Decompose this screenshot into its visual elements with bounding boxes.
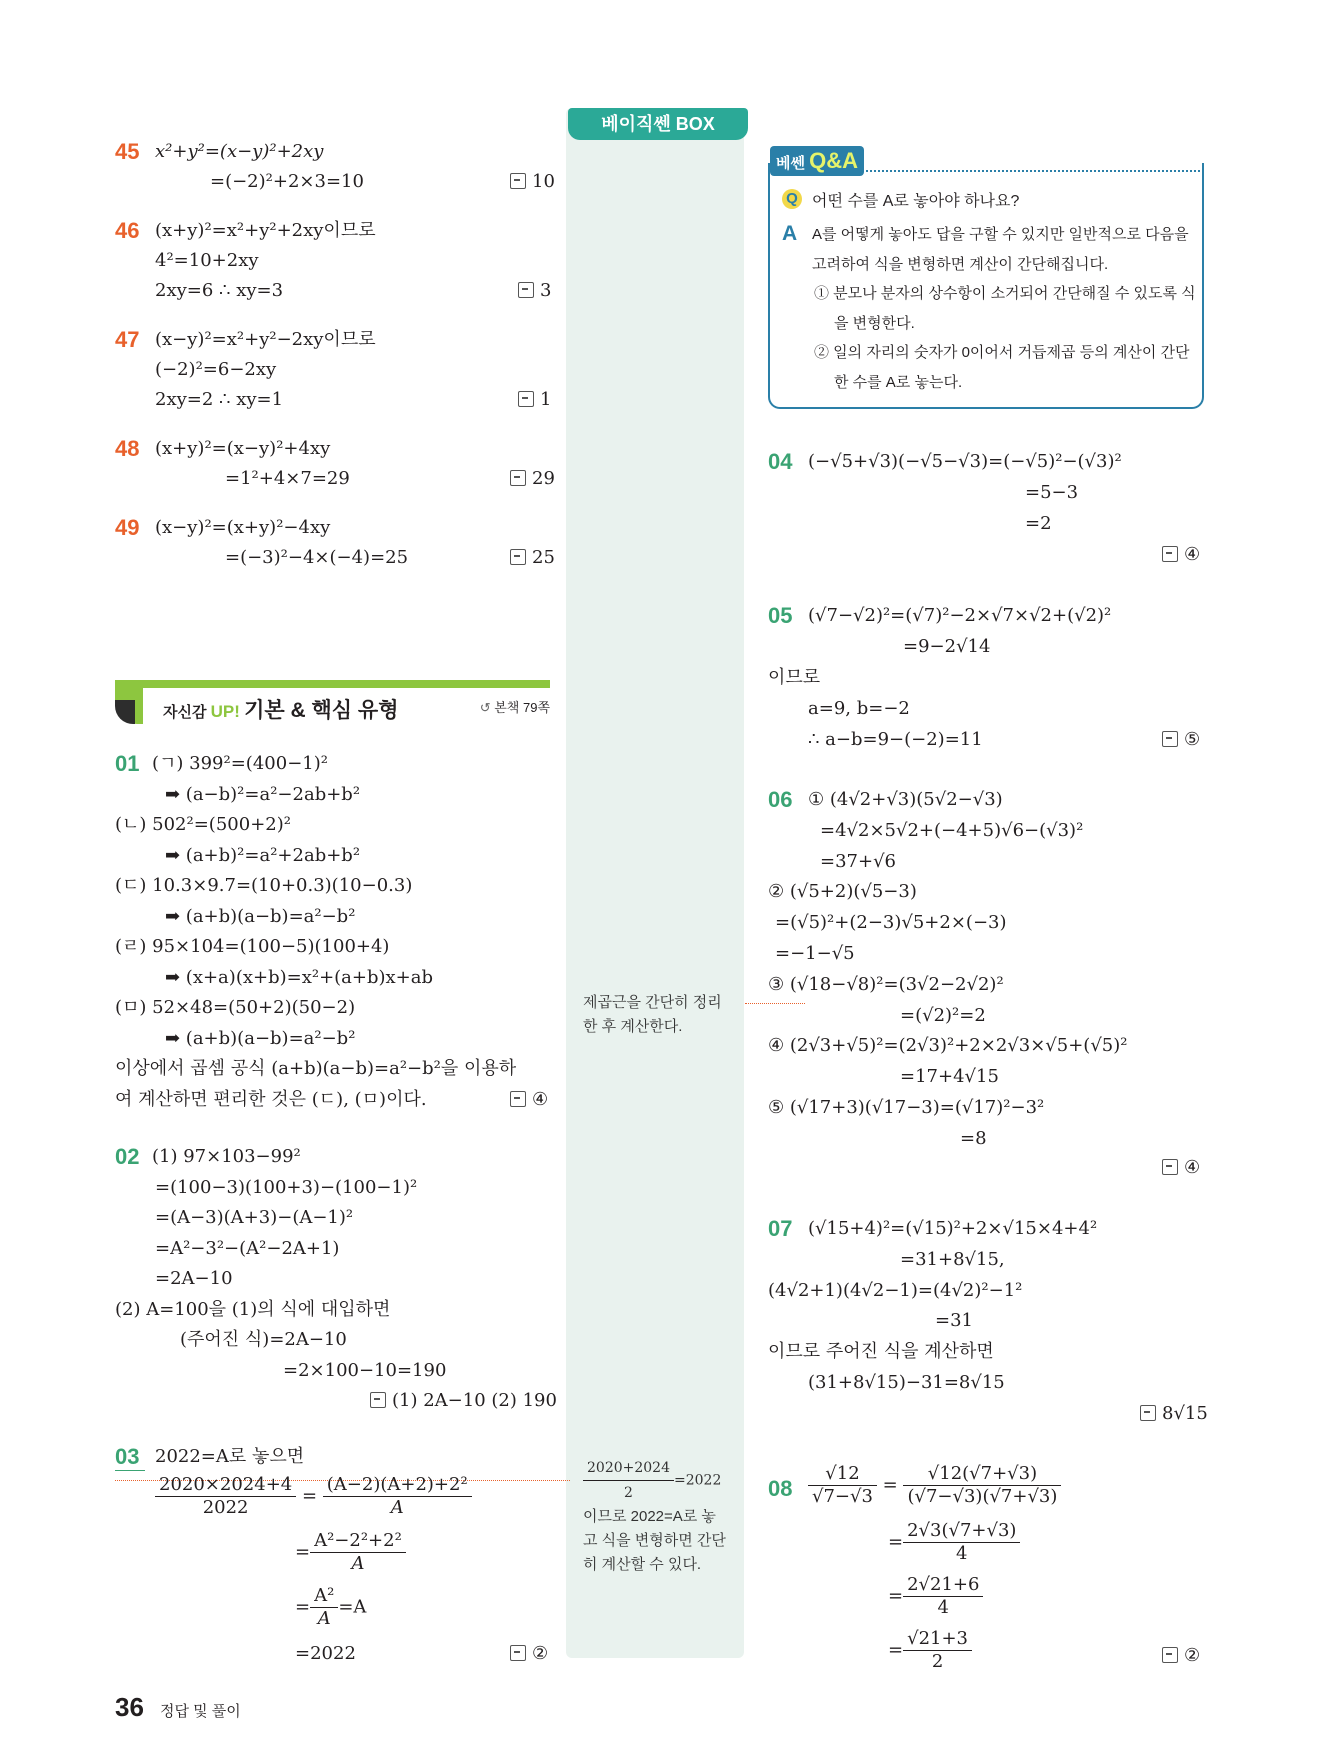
p02-line: (주어진 식)=2A−10 — [180, 1329, 347, 1350]
qa-question: 어떤 수를 A로 놓아야 하나요? — [812, 193, 1020, 210]
problem-number-49: 49 — [115, 515, 140, 540]
p03-frac4-top: A² — [310, 1585, 338, 1608]
section-header — [115, 680, 550, 724]
qa-answer — [812, 220, 1202, 397]
p06-line: =17+4√15 — [900, 1066, 999, 1088]
p01-line: 이상에서 곱셈 공식 (a+b)(a−b)=a²−b²을 이용하 — [115, 1058, 517, 1079]
p03-answer: ② — [510, 1643, 548, 1665]
side-note-2-line2: 고 식을 변형하면 간단 — [583, 1532, 726, 1549]
p01-line: (ㄷ) 10.3×9.7=(10+0.3)(10−0.3) — [115, 875, 413, 896]
p01-line: ➡ (a+b)(a−b)=a²−b² — [165, 1027, 356, 1049]
answer-icon — [510, 549, 526, 565]
p06-line: ① (4√2+√3)(5√2−√3) — [808, 789, 1003, 810]
problem-number-02: 02 — [115, 1144, 140, 1169]
answer-icon — [370, 1392, 386, 1408]
section-header-bar — [115, 680, 550, 688]
answer-icon — [518, 391, 534, 407]
p01-line: (ㄹ) 95×104=(100−5)(100+4) — [115, 936, 390, 957]
p02-answer: (1) 2A−10 (2) 190 — [370, 1390, 557, 1412]
p06-line: =−1−√5 — [775, 943, 855, 964]
problem-number-45: 45 — [115, 139, 140, 164]
p01-answer: ④ — [510, 1089, 548, 1111]
answer-icon — [510, 173, 526, 189]
p47-line1: (x−y)²=x²+y²−2xy이므로 — [155, 329, 376, 350]
p46-line1: (x+y)²=x²+y²+2xy이므로 — [155, 220, 376, 241]
p03-eq3: = $\frac{\text{A²}}{A}$ =A — [295, 1585, 367, 1629]
answer-icon — [1162, 546, 1178, 562]
p07-line: (4√2+1)(4√2−1)=(4√2)²−1² — [768, 1279, 1023, 1301]
a-icon: A — [782, 222, 798, 245]
p08-frac5-top: √21+3 — [903, 1628, 972, 1651]
problem-number-46: 46 — [115, 218, 140, 243]
p47-line2: (−2)²=6−2xy — [155, 359, 277, 380]
answer-icon — [510, 1645, 526, 1661]
side-note-1-line2: 한 후 계산한다. — [583, 1018, 683, 1035]
p01-line: ➡ (a+b)²=a²+2ab+b² — [165, 844, 361, 866]
p49-line1: (x−y)²=(x+y)²−4xy — [155, 517, 331, 538]
section-title-group — [163, 694, 399, 724]
p08-frac1-top: √12 — [808, 1463, 877, 1486]
p08-eq3: = $\frac{2√21+6}{4}$ — [888, 1574, 983, 1619]
side-note-2-line3: 히 계산할 수 있다. — [583, 1556, 702, 1573]
p06-line: =8 — [960, 1127, 987, 1149]
p02-line: =2A−10 — [155, 1268, 233, 1289]
side-note-1-line1: 제곱근을 간단히 정리 — [583, 994, 722, 1011]
p01-line: (ㄴ) 502²=(500+2)² — [115, 814, 291, 835]
p03-frac2-bot: A — [390, 1497, 404, 1518]
side-note-1 — [583, 991, 743, 1039]
p46-line2: 4²=10+2xy — [155, 250, 259, 271]
qa-badge-qa: Q&A — [809, 148, 859, 173]
p03-eq2: = $\frac{\text{A²−2²+2²}}{A}$ — [295, 1530, 406, 1575]
p01-line: (ㄱ) 399²=(400−1)² — [152, 753, 328, 774]
qa-answer-line1: A를 어떻게 놓아도 답을 구할 수 있지만 일반적으로 다음을 — [812, 226, 1189, 243]
answer-icon — [1162, 1159, 1178, 1175]
side-note-2 — [583, 1456, 748, 1577]
problem-number-06: 06 — [768, 787, 793, 812]
p46-line3: 2xy=6 ∴ xy=3 — [155, 280, 284, 301]
answer-icon — [1140, 1405, 1156, 1421]
qa-item1-line1: ① 분모나 분자의 상수항이 소거되어 간단해질 수 있도록 식 — [814, 285, 1196, 302]
p07-line: (31+8√15)−31=8√15 — [808, 1372, 1005, 1393]
p03-frac3-bot: A — [351, 1553, 365, 1574]
p07-line: =31 — [935, 1310, 973, 1332]
p01-line: ➡ (a+b)(a−b)=a²−b² — [165, 905, 356, 927]
p03-eq1: $\frac{2020\times 2024+4}{2022}$ = $\frac{\text{(A−2)(A+2)+2²}}{A}$ — [155, 1474, 472, 1519]
p08-frac1-bot: √7−√3 — [812, 1486, 873, 1507]
p01-line: (ㅁ) 52×48=(50+2)(50−2) — [115, 997, 356, 1018]
qa-answer-line2: 고려하여 식을 변형하면 계산이 간단해집니다. — [812, 255, 1109, 273]
p08-eq2: = $\frac{2√3(√7+√3)}{4}$ — [888, 1520, 1020, 1565]
p06-line: ⑤ (√17+3)(√17−3)=(√17)²−3² — [768, 1097, 1045, 1118]
p06-line: ③ (√18−√8)²=(3√2−2√2)² — [768, 973, 1004, 995]
p03-frac3-top: A²−2²+2² — [310, 1530, 406, 1553]
qa-badge-label: 베쎈 — [776, 155, 805, 172]
book-ref-icon: ↺ — [479, 700, 491, 715]
p02-line: (2) A=100을 (1)의 식에 대입하면 — [115, 1298, 391, 1320]
footer-label: 정답 및 풀이 — [160, 1703, 241, 1720]
p04-line1: (−√5+√3)(−√5−√3)=(−√5)²−(√3)² — [808, 451, 1122, 472]
section-ref: ↺ 본책 79쪽 — [479, 700, 550, 715]
problem-number-05: 05 — [768, 603, 793, 628]
p08-frac2-top: √12(√7+√3) — [903, 1463, 1061, 1486]
p06-line: =(√2)²=2 — [900, 1004, 986, 1026]
p07-line: (√15+4)²=(√15)²+2×√15×4+4² — [808, 1218, 1098, 1239]
p02-line: =A²−3²−(A²−2A+1) — [155, 1237, 340, 1259]
p48-answer: 29 — [510, 468, 555, 490]
box-title-tab — [568, 108, 748, 140]
p46-answer: 3 — [518, 280, 551, 302]
qa-badge — [770, 146, 864, 176]
p08-answer: ② — [1162, 1645, 1200, 1667]
p05-line4: a=9, b=−2 — [808, 698, 910, 719]
section-up: UP! — [210, 702, 240, 721]
q-icon: Q — [782, 189, 802, 209]
p04-line3: =2 — [1025, 513, 1052, 534]
p45-line1: x²+y²=(x−y)²+2xy — [155, 141, 324, 162]
p08-frac4-top: 2√21+6 — [903, 1574, 983, 1597]
p45-answer: 10 — [510, 171, 555, 193]
p07-line: =31+8√15, — [900, 1248, 1005, 1270]
p04-line2: =5−3 — [1025, 482, 1079, 503]
p47-line3: 2xy=2 ∴ xy=1 — [155, 389, 284, 410]
answer-icon — [1162, 731, 1178, 747]
p05-line1: (√7−√2)²=(√7)²−2×√7×√2+(√2)² — [808, 605, 1112, 626]
p08-eq4: = $\frac{√21+3}{2}$ — [888, 1628, 972, 1673]
side-note-2-frac-top: 2020+2024 — [583, 1456, 674, 1481]
p06-line: =37+√6 — [820, 850, 896, 872]
section-header-corner-dark — [115, 700, 135, 724]
p01-line: 여 계산하면 편리한 것은 (ㄷ), (ㅁ)이다. — [115, 1088, 427, 1110]
answer-icon — [1162, 1647, 1178, 1663]
p03-last: =2022 — [295, 1643, 356, 1664]
p08-frac3-bot: 4 — [956, 1543, 968, 1564]
p02-line: =(100−3)(100+3)−(100−1)² — [155, 1176, 418, 1198]
problem-number-03: 03 — [115, 1444, 140, 1469]
p07-answer: 8√15 — [1140, 1403, 1208, 1425]
p01-line: ➡ (x+a)(x+b)=x²+(a+b)x+ab — [165, 966, 434, 988]
p07-line: 이므로 주어진 식을 계산하면 — [768, 1341, 994, 1363]
p48-line2: =1²+4×7=29 — [225, 468, 350, 489]
page-number: 36 — [115, 1692, 144, 1722]
p03-frac1-bot: 2022 — [202, 1497, 249, 1518]
side-note-2-eq: =2022 — [674, 1472, 722, 1489]
p45-line2: =(−2)²+2×3=10 — [210, 171, 364, 192]
side-note-2-frac-bot: 2 — [624, 1485, 633, 1501]
problem-number-07: 07 — [768, 1216, 793, 1241]
p05-answer: ⑤ — [1162, 729, 1200, 751]
section-title: 기본 & 핵심 유형 — [244, 699, 399, 722]
problem-number-01: 01 — [115, 751, 140, 776]
p06-line: =4√2×5√2+(−4+5)√6−(√3)² — [820, 819, 1084, 841]
p03-eq3-tail: =A — [338, 1596, 367, 1618]
p06-line: =(√5)²+(2−3)√5+2×(−3) — [775, 912, 1007, 934]
p02-line: =(A−3)(A+3)−(A−1)² — [155, 1207, 354, 1228]
p05-line2: =9−2√14 — [903, 636, 991, 657]
p04-answer: ④ — [1162, 544, 1200, 566]
side-note-2-line1: 이므로 2022=A로 놓 — [583, 1508, 716, 1525]
p47-answer: 1 — [518, 389, 551, 411]
answer-icon — [510, 470, 526, 486]
p03-underline — [115, 1470, 145, 1471]
p06-answer: ④ — [1162, 1157, 1200, 1179]
problem-number-48: 48 — [115, 436, 140, 461]
p49-line2: =(−3)²−4×(−4)=25 — [225, 547, 409, 568]
p03-line1: 2022=A로 놓으면 — [155, 1446, 305, 1467]
qa-item2-line2: 한 수를 A로 놓는다. — [834, 373, 963, 391]
p02-line: (1) 97×103−99² — [152, 1146, 301, 1167]
p03-frac2-top: (A−2)(A+2)+2² — [323, 1474, 472, 1497]
p08-frac3-top: 2√3(√7+√3) — [903, 1520, 1020, 1543]
p02-line: =2×100−10=190 — [283, 1359, 447, 1381]
p08-frac2-bot: (√7−√3)(√7+√3) — [907, 1486, 1058, 1507]
qa-item2-line1: ② 일의 자리의 숫자가 0이어서 거듭제곱 등의 계산이 간단 — [814, 344, 1190, 361]
problem-number-47: 47 — [115, 327, 140, 352]
p08-frac5-bot: 2 — [931, 1651, 944, 1672]
problem-number-08: 08 — [768, 1476, 793, 1501]
side-note-1-connector — [745, 1003, 805, 1004]
p01-line: ➡ (a−b)²=a²−2ab+b² — [165, 783, 361, 805]
p05-line3: 이므로 — [768, 667, 821, 688]
problem-number-04: 04 — [768, 449, 793, 474]
p08-frac4-bot: 4 — [937, 1597, 949, 1618]
p06-line: ④ (2√3+√5)²=(2√3)²+2×2√3×√5+(√5)² — [768, 1035, 1128, 1057]
p08-eq1: $\frac{√12}{√7-√3}$ = $\frac{√12(√7+√3)}{(√7-√3)(√7+√3)}$ — [808, 1463, 1061, 1508]
p49-answer: 25 — [510, 547, 555, 569]
p05-line5: ∴ a−b=9−(−2)=11 — [808, 729, 983, 750]
section-prefix: 자신감 — [163, 704, 207, 721]
p06-line: ② (√5+2)(√5−3) — [768, 881, 917, 903]
basic-box-column — [566, 108, 744, 1658]
qa-item1-line2: 을 변형한다. — [834, 314, 915, 332]
box-title: 베이직쎈 BOX — [601, 114, 715, 134]
p03-frac1-top: 2020×2024+4 — [155, 1474, 296, 1497]
answer-icon — [510, 1091, 526, 1107]
answer-icon — [518, 282, 534, 298]
p48-line1: (x+y)²=(x−y)²+4xy — [155, 438, 331, 459]
p03-frac4-bot: A — [317, 1608, 331, 1629]
qa-top-dotted — [855, 170, 1200, 172]
